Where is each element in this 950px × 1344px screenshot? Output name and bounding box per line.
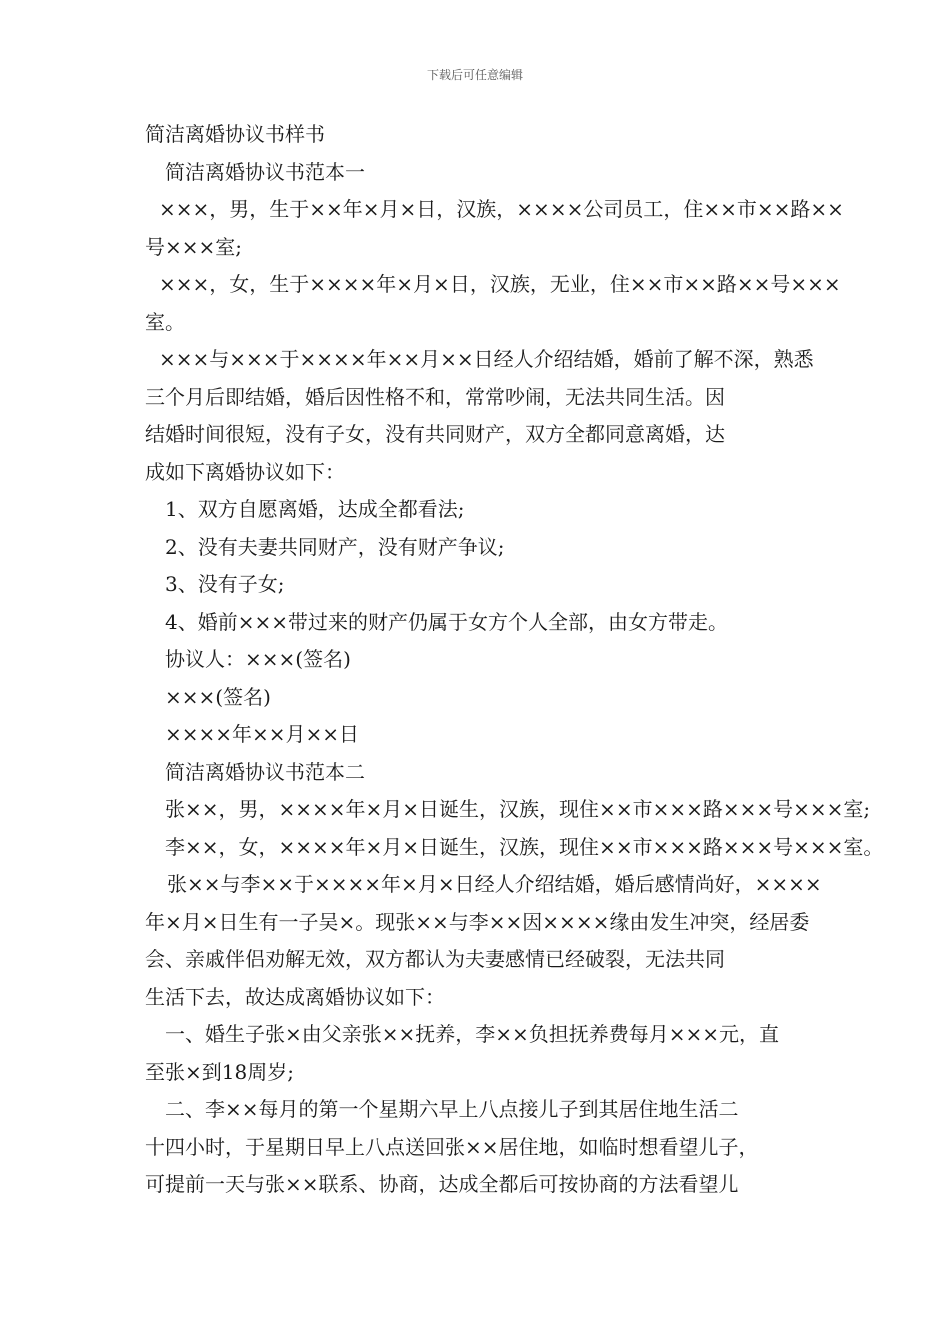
text-line: 结婚时间很短，没有子女，没有共同财产，双方全都同意离婚，达	[145, 422, 725, 446]
text-line: 张××与李××于××××年×月×日经人介绍结婚，婚后感情尚好，××××	[167, 872, 822, 896]
text-line: 协议人：×××(签名)	[165, 647, 351, 671]
text-line: ××××年××月××日	[165, 722, 360, 746]
text-line: 简洁离婚协议书范本一	[165, 159, 365, 184]
header-note: 下载后可任意编辑	[426, 68, 523, 82]
text-line: 3、没有子女;	[165, 572, 285, 596]
text-line: 李××，女，××××年×月×日诞生，汉族，现住××市×××路×××号×××室。	[165, 834, 884, 859]
text-line: ×××，女，生于××××年×月×日，汉族，无业，住××市××路××号×××	[159, 272, 841, 296]
text-line: 室。	[145, 309, 185, 334]
text-line: 二、李××每月的第一个星期六早上八点接儿子到其居住地生活二	[165, 1097, 739, 1121]
text-line: ×××，男，生于××年×月×日，汉族，××××公司员工，住××市××路××	[159, 197, 844, 221]
text-line: 简洁离婚协议书样书	[145, 122, 325, 146]
text-line: ×××与×××于××××年××月××日经人介绍结婚，婚前了解不深，熟悉	[159, 347, 814, 371]
text-line: 4、婚前×××带过来的财产仍属于女方个人全部，由女方带走。	[165, 609, 728, 634]
text-line: 一、婚生子张×由父亲张××抚养，李××负担抚养费每月×××元，直	[165, 1022, 780, 1046]
text-line: 至张×到18周岁;	[145, 1059, 294, 1084]
text-line: 1、双方自愿离婚，达成全都看法;	[165, 497, 465, 521]
document-body	[145, 116, 884, 1204]
text-line: 可提前一天与张××联系、协商，达成全都后可按协商的方法看望儿	[145, 1172, 739, 1196]
text-line: 张××，男，××××年×月×日诞生，汉族，现住××市×××路×××号×××室;	[165, 797, 871, 821]
text-line: 号×××室;	[145, 234, 243, 259]
text-line: 简洁离婚协议书范本二	[165, 759, 365, 784]
text-line: 三个月后即结婚，婚后因性格不和，常常吵闹，无法共同生活。因	[145, 384, 725, 409]
text-line: 年×月×日生有一子吴×。现张××与李××因××××缘由发生冲突，经居委	[145, 909, 810, 934]
text-line: 会、亲戚伴侣劝解无效，双方都认为夫妻感情已经破裂，无法共同	[145, 947, 725, 971]
text-line: 2、没有夫妻共同财产，没有财产争议;	[165, 534, 505, 559]
text-line: 成如下离婚协议如下：	[145, 459, 345, 484]
text-line: 十四小时，于星期日早上八点送回张××居住地，如临时想看望儿子，	[145, 1134, 759, 1159]
text-line: ×××(签名)	[165, 684, 271, 709]
text-line: 生活下去，故达成离婚协议如下：	[145, 984, 445, 1009]
